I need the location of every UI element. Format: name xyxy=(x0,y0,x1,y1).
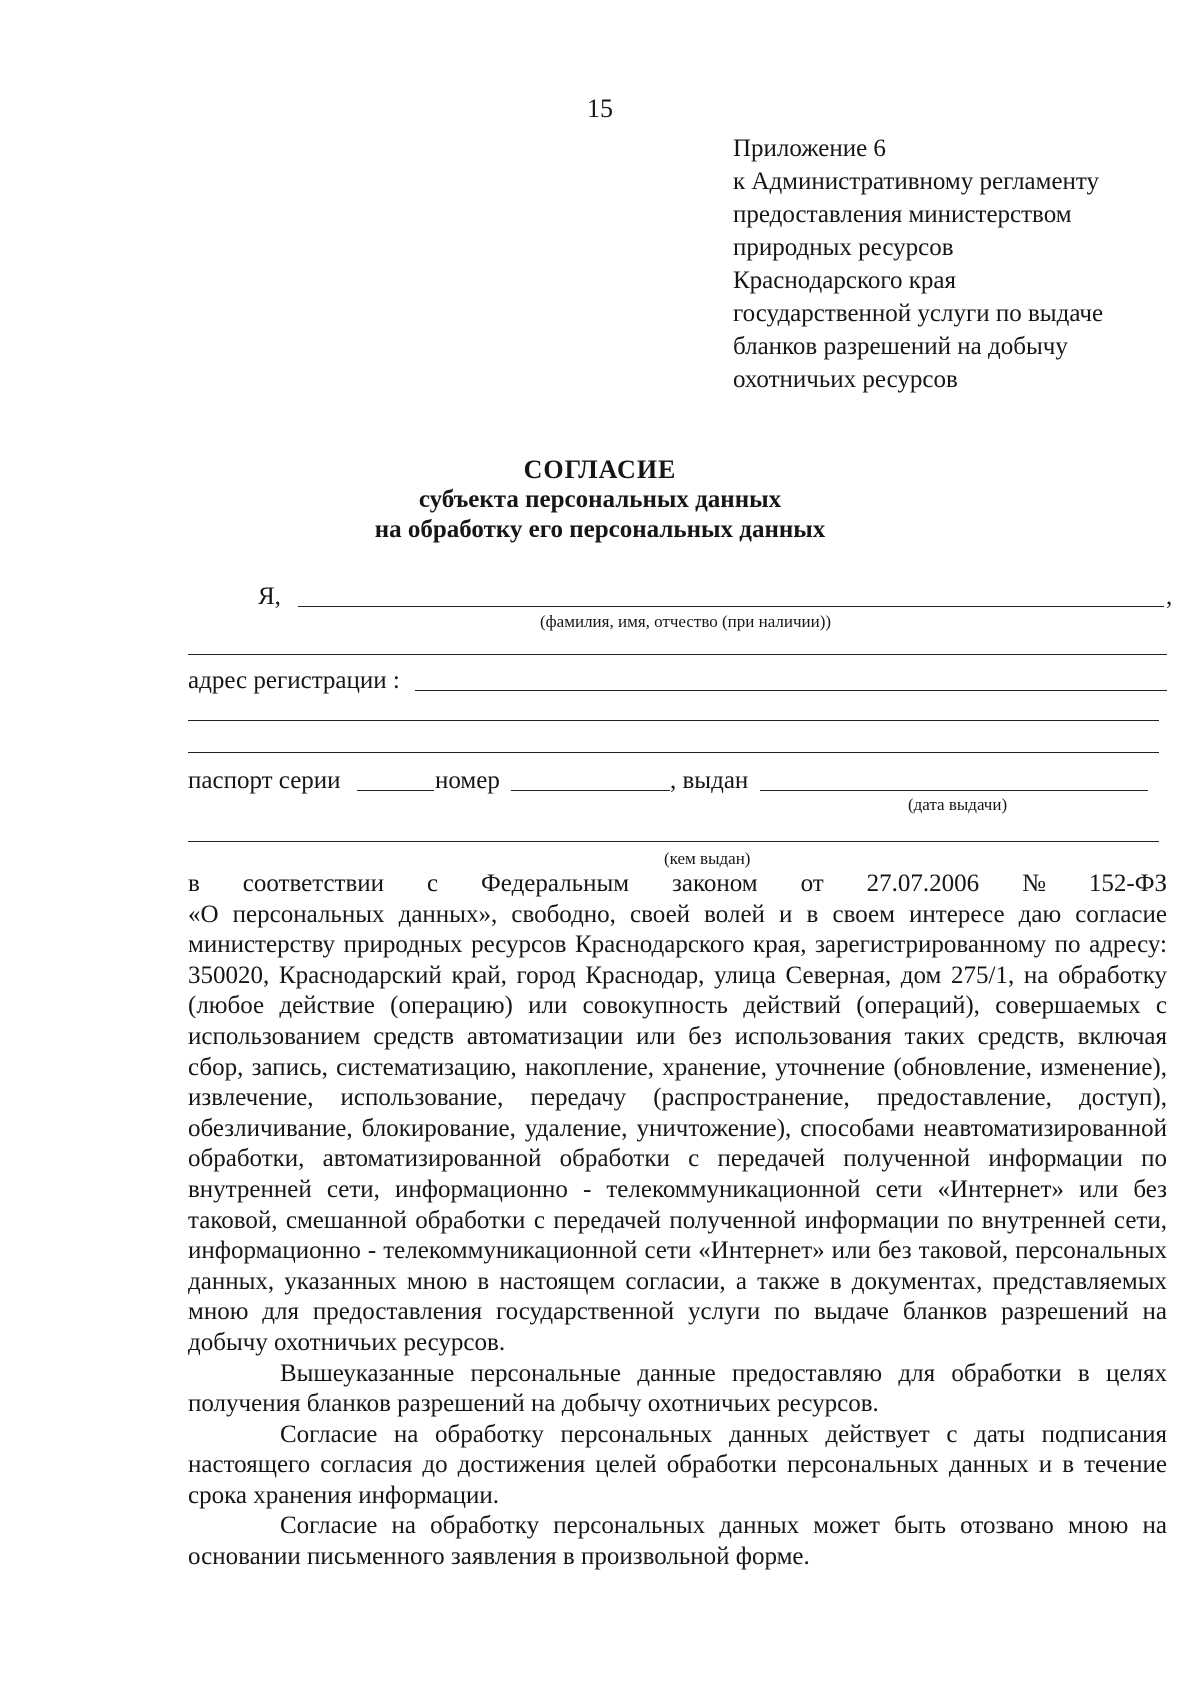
consent-text xyxy=(188,869,1167,1573)
appendix-line: к Административному регламенту xyxy=(733,168,1100,195)
issued-by-field[interactable] xyxy=(188,841,1159,842)
consent-paragraph: «О персональных данных», свободно, своей волей и в своем интересе даю согласие министерству природных ресурсов Краснодарского края, зарегистрированному по адресу: 350020, Краснодарский край, город Краснодар, улица Северная, дом 275/1, на обработку (любое действие (операцию) или совокупность действий (операций), совершаемых с использованием средств автоматизации или без использования таких средств, включая сбор, запись, систематизацию, накопление, хранение, уточнение (обновление, изменение), извлечение, использование, передачу (распространение, предоставление, доступ), обезличивание, блокирование, удаление, уничтожение), способами неавтоматизированной обработки, автоматизированной обработки с передачей полученной информации по внутренней сети, информационно - телекоммуникационной сети «Интернет» или без таковой, смешанной обработки с передачей полученной информации по внутренней сети, информационно - телекоммуникационной сети «Интернет» или без таковой, персональных данных, указанных мною в настоящем согласии, а также в документах, представляемых мною для предоставления государственной услуги по выдаче бланков разрешений на добычу охотничьих ресурсов. xyxy=(188,900,1167,1356)
issued-label: , выдан xyxy=(670,767,749,794)
consent-word: от xyxy=(800,870,824,897)
issued-by-caption: (кем выдан) xyxy=(664,849,751,868)
passport-number-field[interactable] xyxy=(511,790,670,791)
passport-number-label: номер xyxy=(435,767,500,794)
consent-word: с xyxy=(426,870,439,897)
appendix-line: Краснодарского края xyxy=(733,267,956,294)
document-title xyxy=(0,455,1200,545)
name-prefix: Я, xyxy=(258,583,281,610)
passport-series-label: паспорт серии xyxy=(188,767,341,794)
title-subtitle: субъекта персональных данных xyxy=(418,486,782,513)
consent-word: законом xyxy=(672,870,758,897)
address-label: адрес регистрации : xyxy=(188,667,400,694)
address-continuation-line[interactable] xyxy=(188,752,1159,753)
title-subtitle: на обработку его персональных данных xyxy=(374,516,826,543)
appendix-line: природных ресурсов xyxy=(733,234,954,261)
appendix-line: государственной услуги по выдаче xyxy=(733,300,1104,327)
appendix-line: охотничьих ресурсов xyxy=(733,366,958,393)
name-suffix: , xyxy=(1166,583,1173,610)
name-continuation-line[interactable] xyxy=(188,654,1167,655)
consent-word: 27.07.2006 xyxy=(866,870,980,897)
appendix-line: предоставления министерством xyxy=(733,201,1072,228)
appendix-note xyxy=(733,132,1173,396)
consent-word: Федеральным xyxy=(481,870,630,897)
consent-paragraph: Вышеуказанные персональные данные предоставляю для обработки в целях получения бланков разрешений на добычу охотничьих ресурсов. xyxy=(188,1359,1167,1418)
consent-first-line xyxy=(188,869,1167,900)
consent-paragraph: Согласие на обработку персональных данных действует с даты подписания настоящего согласия до достижения целей обработки персональных данных и в течение срока хранения информации. xyxy=(188,1420,1167,1509)
address-field[interactable] xyxy=(415,690,1167,691)
consent-word: в xyxy=(188,870,200,897)
consent-word: № xyxy=(1022,870,1046,897)
name-caption: (фамилия, имя, отчество (при наличии)) xyxy=(540,612,832,631)
consent-word: 152-ФЗ xyxy=(1088,870,1167,897)
address-continuation-line[interactable] xyxy=(188,720,1159,721)
appendix-line: бланков разрешений на добычу xyxy=(733,333,1068,360)
consent-paragraph: Согласие на обработку персональных данных может быть отозвано мною на основании письменного заявления в произвольной форме. xyxy=(188,1512,1167,1571)
consent-word: соответствии xyxy=(242,870,385,897)
full-name-field[interactable] xyxy=(298,606,1164,607)
appendix-line: Приложение 6 xyxy=(733,135,886,162)
issue-date-caption: (дата выдачи) xyxy=(908,795,1008,814)
issue-date-field[interactable] xyxy=(760,790,1148,791)
passport-series-field[interactable] xyxy=(357,790,434,791)
page-number: 15 xyxy=(587,94,613,123)
title-main: СОГЛАСИЕ xyxy=(523,455,677,484)
